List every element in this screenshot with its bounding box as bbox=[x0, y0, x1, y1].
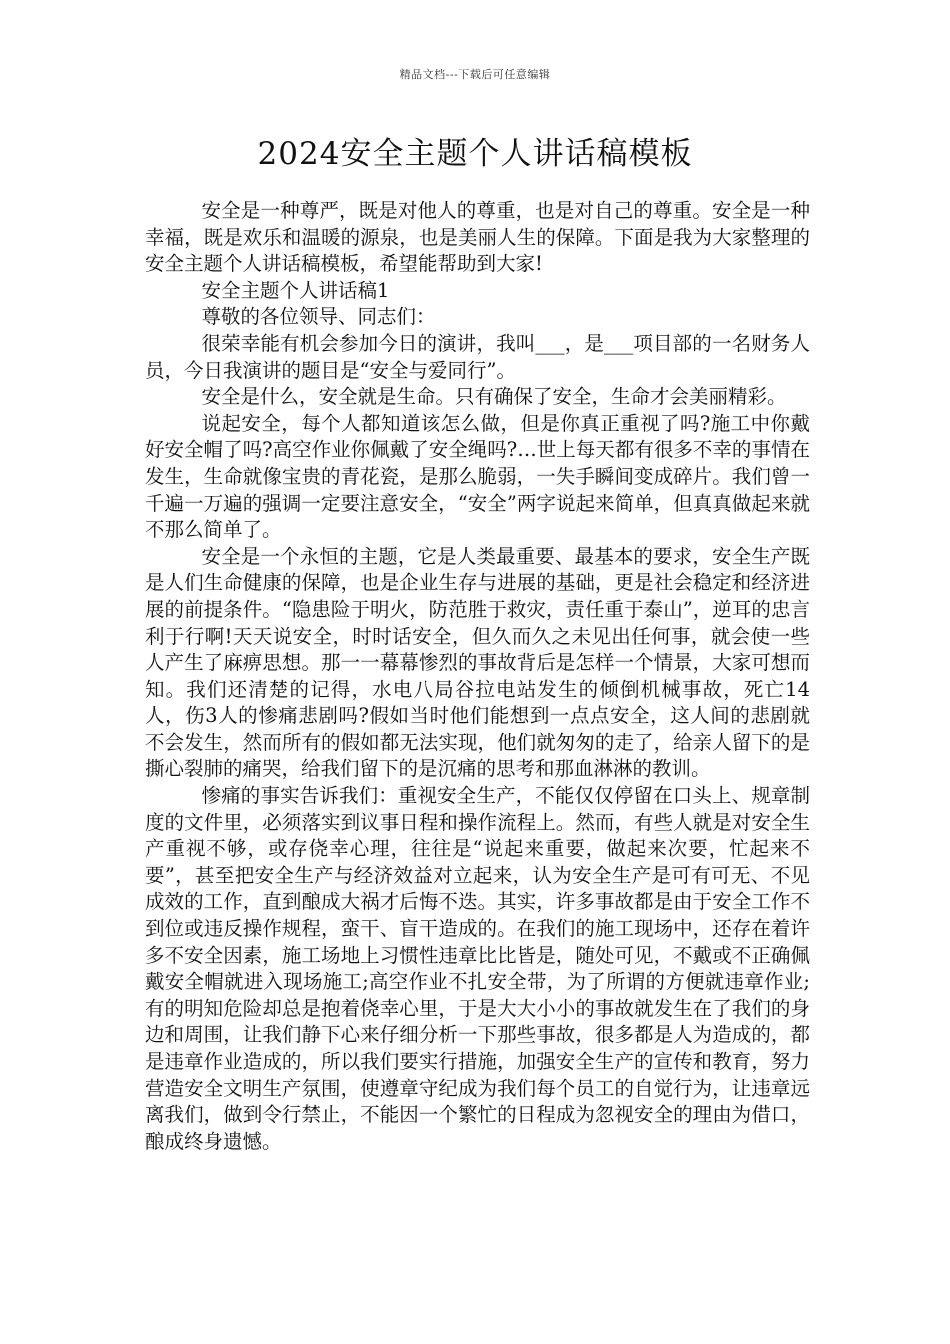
paragraph-intro: 安全是一种尊严，既是对他人的尊重，也是对自己的尊重。安全是一种幸福，既是欢乐和温暖的源泉，也是美丽人生的保障。下面是我为大家整理的安全主题个人讲话稿模板，希望能帮助到大家! bbox=[145, 199, 810, 276]
paragraph-self-introduction: 很荣幸能有机会参加今日的演讲，我叫___，是___项目部的一名财务人员，今日我演讲的题目是“安全与爱同行”。 bbox=[145, 331, 810, 382]
paragraph-salutation: 尊敬的各位领导、同志们： bbox=[201, 305, 436, 329]
paragraph-safety-is-life: 安全是什么，安全就是生命。只有确保了安全，生命才会美丽精彩。 bbox=[201, 385, 787, 409]
paragraph-painful-facts: 惨痛的事实告诉我们：重视安全生产，不能仅仅停留在口头上、规章制度的文件里，必须落实到议事日程和操作流程上。然而，有些人就是对安全生产重视不够，或存侥幸心理，往往是“说起来重要，做起来次要，忙起来不要”，甚至把安全生产与经济效益对立起来，认为安全生产是可有可无、不见成效的工作，直到酿成大祸才后悔不迭。其实，许多事故都是由于安全工作不到位或违反操作规程，蛮干、盲干造成的。在我们的施工现场中，还存在着许多不安全因素，施工场地上习惯性违章比比皆是，随处可见，不戴或不正确佩戴安全帽就进入现场施工;高空作业不扎安全带，为了所谓的方便就违章作业;有的明知危险却总是抱着侥幸心里，于是大大小小的事故就发生在了我们的身边和周围，让我们静下心来仔细分析一下那些事故，很多都是人为造成的，都是违章作业造成的，所以我们要实行措施，加强安全生产的宣传和教育，努力营造安全文明生产氛围，使遵章守纪成为我们每个员工的自觉行为，让违章远离我们，做到令行禁止，不能因一个繁忙的日程成为忽视安全的理由为借口，酿成终身遗憾。 bbox=[145, 784, 810, 1153]
paragraph-talking-safety: 说起安全，每个人都知道该怎么做，但是你真正重视了吗?施工中你戴好安全帽了吗?高空作业你佩戴了安全绳吗?…世上每天都有很多不幸的事情在发生，生命就像宝贵的青花瓷，是那么脆弱，一失手瞬间变成碎片。我们曾一千遍一万遍的强调一定要注意安全，“安全”两字说起来简单，但真真做起来就不那么简单了。 bbox=[145, 411, 810, 542]
paragraph-eternal-theme: 安全是一个永恒的主题，它是人类最重要、最基本的要求，安全生产既是人们生命健康的保障，也是企业生存与进展的基础，更是社会稳定和经济进展的前提条件。“隐患险于明火，防范胜于救灾，责任重于泰山”，逆耳的忠言利于行啊!天天说安全，时时话安全，但久而久之未见出任何事，就会使一些人产生了麻痹思想。那一一幕幕惨烈的事故背后是怎样一个情景，大家可想而知。我们还清楚的记得，水电八局谷拉电站发生的倾倒机械事故，死亡14人，伤3人的惨痛悲剧吗?假如当时他们能想到一点点安全，这人间的悲剧就不会发生，然而所有的假如都无法实现，他们就匆匆的走了，给亲人留下的是撕心裂肺的痛哭，给我们留下的是沉痛的思考和那血淋淋的教训。 bbox=[145, 544, 810, 781]
document-body bbox=[145, 198, 810, 1155]
document-title: 2024安全主题个人讲话稿模板 bbox=[257, 136, 693, 172]
header-note: 精品文档---下载后可任意编辑 bbox=[399, 68, 551, 81]
paragraph-subheading: 安全主题个人讲话稿1 bbox=[201, 278, 390, 302]
